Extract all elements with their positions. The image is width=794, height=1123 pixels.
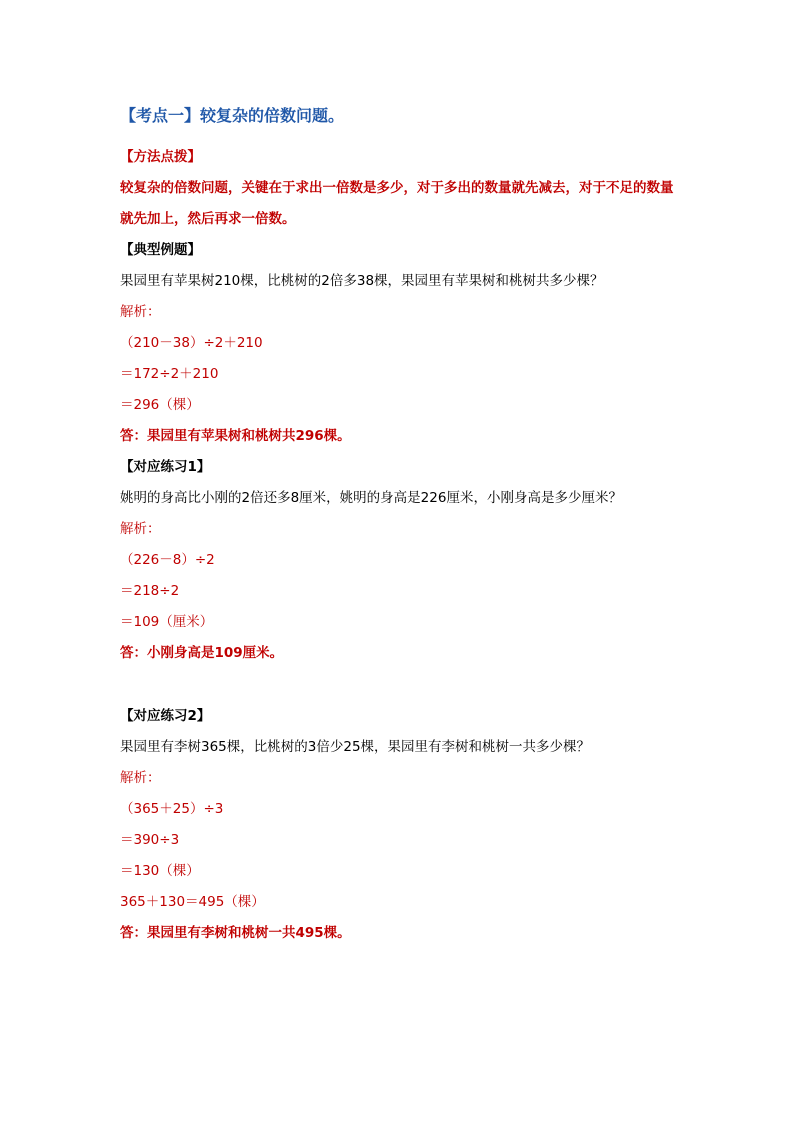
example-step: （210－38）÷2＋210 [120, 335, 263, 351]
practice1-heading: 【对应练习1】 [120, 459, 211, 475]
example-step: ＝172÷2＋210 [120, 366, 219, 382]
section-title: 【考点一】较复杂的倍数问题。 [120, 106, 345, 125]
practice1-step: ＝218÷2 [120, 583, 180, 599]
practice2-question: 果园里有李树365棵，比桃树的3倍少25棵，果园里有李树和桃树一共多少棵？ [120, 739, 591, 755]
practice1-analysis-label: 解析： [120, 521, 161, 537]
practice2-step: ＝390÷3 [120, 832, 180, 848]
practice2-section [120, 701, 680, 949]
practice2-answer: 答：果园里有李树和桃树一共495棵。 [120, 925, 351, 941]
practice1-question: 姚明的身高比小刚的2倍还多8厘米，姚明的身高是226厘米，小刚身高是多少厘米？ [120, 490, 622, 506]
example-heading: 【典型例题】 [120, 242, 201, 258]
example-step: ＝296（棵） [120, 397, 200, 413]
practice2-step: （365＋25）÷3 [120, 801, 224, 817]
example-question: 果园里有苹果树210棵，比桃树的2倍多38棵，果园里有苹果树和桃树共多少棵？ [120, 273, 604, 289]
example-section [120, 235, 680, 452]
method-section [120, 142, 680, 235]
practice1-step: （226－8）÷2 [120, 552, 215, 568]
example-answer: 答：果园里有苹果树和桃树共296棵。 [120, 428, 351, 444]
practice2-step: 365＋130＝495（棵） [120, 894, 265, 910]
practice2-heading: 【对应练习2】 [120, 708, 211, 724]
practice1-answer: 答：小刚身高是109厘米。 [120, 645, 284, 661]
practice2-analysis-label: 解析： [120, 770, 161, 786]
example-analysis-label: 解析： [120, 304, 161, 320]
method-heading: 【方法点拨】 [120, 149, 201, 165]
practice1-section [120, 452, 680, 669]
practice2-step: ＝130（棵） [120, 863, 200, 879]
method-text: 较复杂的倍数问题，关键在于求出一倍数是多少，对于多出的数量就先减去，对于不足的数量就先加上，然后再求一倍数。 [120, 180, 674, 227]
practice1-step: ＝109（厘米） [120, 614, 214, 630]
